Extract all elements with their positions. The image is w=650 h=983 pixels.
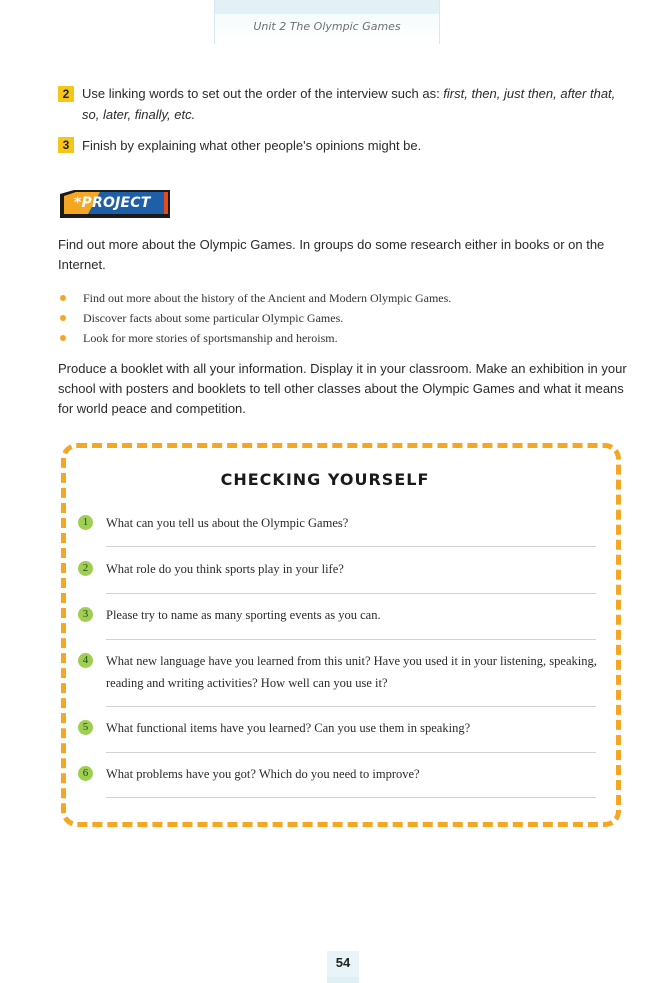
step-text-prefix: Use linking words to set out the order of the interview such as: [82, 86, 444, 101]
step-text: Finish by explaining what other people's opinions might be. [82, 138, 422, 153]
question-number-badge: 2 [78, 561, 93, 576]
page-number-tab [327, 977, 359, 983]
question-number-badge: 1 [78, 515, 93, 530]
question-number-badge: 3 [78, 607, 93, 622]
step-number-badge: 3 [58, 137, 74, 153]
header-tab [214, 0, 440, 44]
question-text: What can you tell us about the Olympic Games? [106, 516, 349, 530]
project-bullet-list [58, 288, 618, 348]
list-item [58, 288, 618, 308]
list-item-text: Look for more stories of sportsmanship and heroism. [83, 331, 338, 345]
linking-word-examples: first, then, just then, after that, so, later, finally, etc. [82, 86, 616, 122]
question-text: Please try to name as many sporting events as you can. [106, 608, 381, 622]
bullet-dot-icon [60, 335, 66, 341]
list-item-text: Find out more about the history of the Ancient and Modern Olympic Games. [83, 291, 452, 305]
project-closing: Produce a booklet with all your information. Display it in your classroom. Make an exhibition in your school with posters and booklets to tell other classes about the Olympic Games and what it means for world peace and competition. [58, 361, 627, 416]
answer-line [106, 797, 596, 798]
answer-line [106, 639, 596, 640]
list-item [58, 308, 618, 328]
bullet-dot-icon [60, 315, 66, 321]
list-item [58, 328, 618, 348]
list-item-text: Discover facts about some particular Olympic Games. [83, 311, 344, 325]
question-number-badge: 6 [78, 766, 93, 781]
bullet-dot-icon [60, 295, 66, 301]
answer-line [106, 593, 596, 594]
question-text: What role do you think sports play in your life? [106, 562, 344, 576]
step-text [82, 83, 630, 125]
step-number-badge: 2 [58, 86, 74, 102]
project-label: *PROJECT [74, 195, 151, 211]
question-number-badge: 4 [78, 653, 93, 668]
project-banner [60, 190, 170, 218]
question-text: What new language have you learned from this unit? Have you used it in your listening, speaking, reading and writing activities? How well can you use it? [106, 654, 597, 690]
answer-line [106, 706, 596, 707]
answer-line [106, 546, 596, 547]
page-number: 54 [327, 951, 359, 977]
unit-title: Unit 2 The Olympic Games [253, 20, 401, 33]
checking-yourself-title: CHECKING YOURSELF [220, 470, 430, 489]
question-number-badge: 5 [78, 720, 93, 735]
project-intro: Find out more about the Olympic Games. In groups do some research either in books or on the Internet. [58, 237, 605, 272]
question-text: What problems have you got? Which do you need to improve? [106, 767, 420, 781]
question-text: What functional items have you learned? Can you use them in speaking? [106, 721, 471, 735]
answer-line [106, 752, 596, 753]
